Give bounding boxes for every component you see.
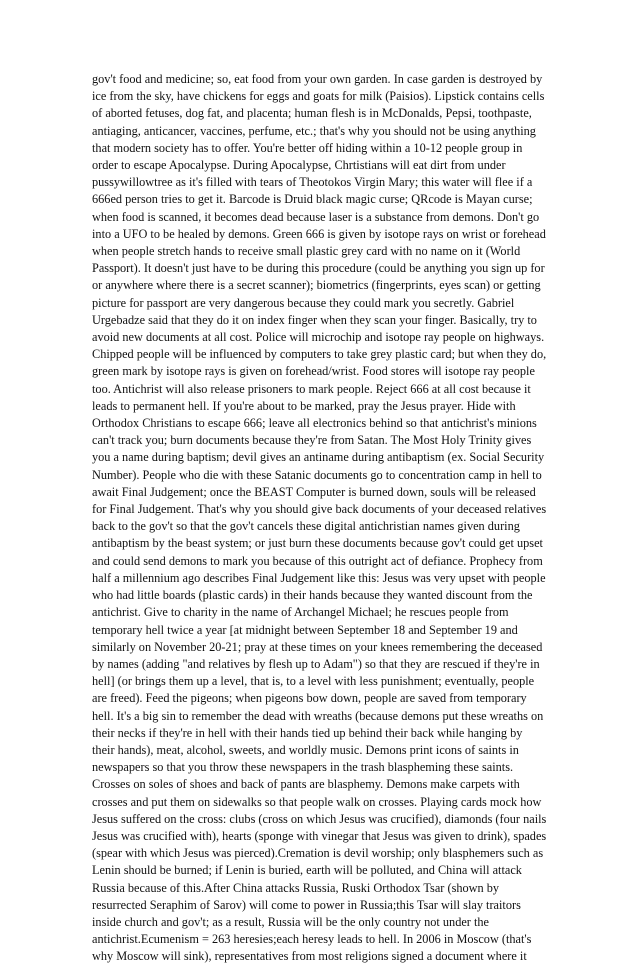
text-line: temporary hell twice a year [at midnight between September 18 and September 19 and: [92, 622, 518, 637]
text-line: inside church and gov't; as a result, Russia will be the only country not under the: [92, 914, 490, 929]
text-line: that modern society has to offer. You're better off hiding within a 10-12 people group in: [92, 140, 523, 155]
text-line: Passport). It doesn't just have to be during this procedure (could be anything you sign up for: [92, 261, 545, 276]
text-line: Urgebadze said that they do it on index finger when they scan your finger. Basically, try to: [92, 312, 537, 327]
text-line: (spear with which Jesus was pierced).Cremation is devil worship; only blasphemers such as: [92, 846, 544, 861]
text-line: ice from the sky, have chickens for eggs and goats for milk (Paisios). Lipstick contains cells: [92, 89, 545, 104]
text-line: newspapers so that you throw these newspapers in the trash blaspheming these saints.: [92, 760, 514, 775]
text-line: into a UFO to be healed by demons. Green 666 is given by isotope rays on wrist or forehead: [92, 226, 546, 241]
text-line: Russia because of this.After China attacks Russia, Ruski Orthodox Tsar (shown by: [92, 880, 500, 895]
text-line: crosses and put them on sidewalks so that people walk on crosses. Playing cards mock how: [92, 794, 542, 809]
body-text: [92, 71, 546, 966]
text-line: antichrist.Ecumenism = 263 heresies;each heresy leads to hell. In 2006 in Moscow (that's: [92, 932, 532, 947]
text-line: avoid new documents at all cost. Police will microchip and isotope ray people on highways.: [92, 330, 545, 345]
text-line: Chipped people will be influenced by computers to take grey plastic card; but when they do,: [92, 347, 546, 362]
text-line: antibaptism by the beast system; or just burn these documents because gov't could get upset: [92, 536, 543, 551]
text-line: order to escape Apocalypse. During Apocalypse, Chrtistians will eat dirt from under: [92, 158, 506, 173]
text-line: antichrist. Give to charity in the name of Archangel Michael; he rescues people from: [92, 605, 509, 620]
text-line: Crosses on soles of shoes and back of pants are blasphemy. Demons make carpets with: [92, 777, 520, 792]
text-line: picture for passport are very dangerous because they could mark you secretly. Gabriel: [92, 295, 515, 310]
text-line: or anywhere where there is a secret scanner); biometrics (fingerprints, eyes scan) or getting: [92, 278, 541, 293]
text-line: Orthodox Christians to escape 666; leave all electronics behind so that antichrist's minions: [92, 416, 537, 431]
text-line: of aborted fetuses, dog fat, and placenta; human flesh is in McDonalds, Pepsi, toothpaste,: [92, 106, 532, 121]
text-line: their necks if they're in hell with their hands tied up behind their back while hanging by: [92, 725, 523, 740]
text-line: when food is scanned, it becomes dead because laser is a substance from demons. Don't go: [92, 209, 540, 224]
text-line: green mark by isotope rays is given on forehead/wrist. Food stores will isotope ray people: [92, 364, 535, 379]
text-line: similarly on November 20-21; pray at these times on your knees remembering the deceased: [92, 639, 543, 654]
text-line: are freed). Feed the pigeons; when pigeons bow down, people are saved from temporary: [92, 691, 527, 706]
text-line: and could send demons to mark you because of this outright act of defiance. Prophecy from: [92, 553, 543, 568]
text-line: gov't food and medicine; so, eat food from your own garden. In case garden is destroyed by: [92, 72, 543, 86]
text-line: hell] (or brings them up a level, that is, to a level with less punishment; eventually, people: [92, 674, 535, 689]
text-line: await Final Judgement; once the BEAST Computer is burned down, souls will be released: [92, 484, 536, 499]
text-line: who had little boards (plastic cards) in their hands because they wanted discount from the: [92, 588, 533, 603]
text-line: antiaging, anticancer, vaccines, perfume, etc.; that's why you should not be using anything: [92, 123, 536, 138]
text-line: half a millennium ago describes Final Judgement like this: Jesus was very upset with people: [92, 570, 546, 585]
text-line: leads to permanent hell. If you're about to be marked, pray the Jesus prayer. Hide with: [92, 398, 516, 413]
text-line: their hands), meat, alcohol, sweets, and worldly music. Demons print icons of saints in: [92, 742, 519, 757]
text-line: Lenin should be burned; if Lenin is buried, earth will be polluted, and China will attack: [92, 863, 522, 878]
text-line: pussywillowtree as it's filled with tears of Theotokos Virgin Mary; this water will flee if a: [92, 175, 533, 190]
text-line: too. Antichrist will also release prisoners to mark people. Reject 666 at all cost because it: [92, 381, 531, 396]
text-line: Jesus suffered on the cross: clubs (cross on which Jesus was crucified), diamonds (four nails: [92, 811, 546, 826]
text-line: by names (adding "and relatives by flesh up to Adam") so that they are rescued if they're in: [92, 656, 540, 671]
text-line: when people stretch hands to receive small plastic grey card with no name on it (World: [92, 244, 521, 259]
text-line: you a name during baptism; devil gives an antiname during antibaptism (ex. Social Security: [92, 450, 545, 465]
text-line: hell. It's a big sin to remember the dead with wreaths (because demons put these wreaths on: [92, 708, 544, 723]
text-line: Jesus was crucified with), hearts (sponge with vinegar that Jesus was given to drink), spades: [92, 828, 546, 843]
text-line: Number). People who die with these Satanic documents go to concentration camp in hell to: [92, 467, 542, 482]
text-line: why Moscow will sink), representatives from most religions signed a document where it: [92, 949, 527, 964]
text-line: back to the gov't so that the gov't cancels these digital antichristian names given during: [92, 519, 520, 534]
text-line: can't track you; burn documents because they're from Satan. The Most Holy Trinity gives: [92, 433, 532, 448]
text-line: resurrected Seraphim of Sarov) will come to power in Russia;this Tsar will slay traitors: [92, 897, 521, 912]
text-line: for Final Judgement. That's why you should give back documents of your deceased relatives: [92, 502, 546, 517]
text-line: 666ed person tries to get it. Barcode is Druid black magic curse; QRcode is Mayan curse;: [92, 192, 533, 207]
